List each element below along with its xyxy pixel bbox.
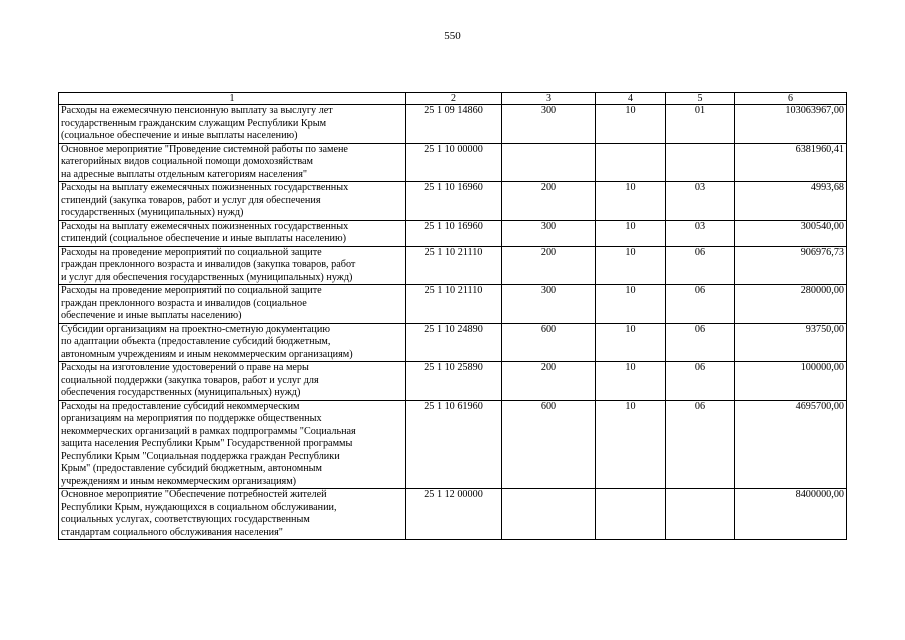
row-section: 10 [596,182,666,221]
row-target-code: 25 1 10 25890 [406,362,502,401]
row-subsection: 01 [666,105,735,144]
row-amount: 8400000,00 [735,489,847,540]
row-amount: 100000,00 [735,362,847,401]
row-subsection: 06 [666,246,735,285]
row-target-code: 25 1 10 21110 [406,246,502,285]
row-amount: 300540,00 [735,220,847,246]
row-description: Расходы на проведение мероприятий по социальной защите граждан преклонного возраста и инвалидов (закупка товаров, работ и услуг для обеспечения государственных (муниципальных) нужд) [59,246,406,285]
row-target-code: 25 1 10 16960 [406,182,502,221]
row-description: Расходы на проведение мероприятий по социальной защите граждан преклонного возраста и инвалидов (социальное обеспечение и иные выплаты населению) [59,285,406,324]
table-row [59,143,847,182]
row-section: 10 [596,246,666,285]
column-header-1: 1 [59,93,406,105]
row-description: Расходы на предоставление субсидий некоммерческим организациям на мероприятия по поддержке общественных некоммерческих организаций в рамках подпрограммы "Социальная защита населения Республики Крым" Государственной программы Республики Крым "Социальная поддержка граждан Республики Крым" (предоставление субсидий бюджетным, автономным учреждениям и иным некоммерческим организациям) [59,400,406,489]
table-row [59,182,847,221]
row-section: 10 [596,220,666,246]
table-row [59,400,847,489]
row-expense-type: 200 [502,362,596,401]
row-target-code: 25 1 10 21110 [406,285,502,324]
row-amount: 4695700,00 [735,400,847,489]
row-subsection: 06 [666,400,735,489]
row-target-code: 25 1 10 00000 [406,143,502,182]
row-expense-type: 300 [502,285,596,324]
row-description: Основное мероприятие "Обеспечение потребностей жителей Республики Крым, нуждающихся в социальном обслуживании, социальных услугах, соответствующих государственным стандартам социального обслуживания населения" [59,489,406,540]
row-target-code: 25 1 12 00000 [406,489,502,540]
column-header-3: 3 [502,93,596,105]
row-subsection: 06 [666,362,735,401]
row-expense-type: 200 [502,182,596,221]
table-row [59,285,847,324]
column-header-2: 2 [406,93,502,105]
row-expense-type: 600 [502,323,596,362]
row-expense-type: 600 [502,400,596,489]
row-amount: 906976,73 [735,246,847,285]
row-subsection: 03 [666,182,735,221]
row-expense-type: 200 [502,246,596,285]
row-target-code: 25 1 09 14860 [406,105,502,144]
table-row [59,220,847,246]
row-amount: 4993,68 [735,182,847,221]
row-expense-type: 300 [502,105,596,144]
row-description: Расходы на выплату ежемесячных пожизненных государственных стипендий (социальное обеспечение и иные выплаты населению) [59,220,406,246]
row-amount: 103063967,00 [735,105,847,144]
row-subsection: 03 [666,220,735,246]
row-description: Субсидии организациям на проектно-сметную документацию по адаптации объекта (предоставление субсидий бюджетным, автономным учреждениям и иным некоммерческим организациям) [59,323,406,362]
table-row [59,489,847,540]
row-target-code: 25 1 10 61960 [406,400,502,489]
budget-table [58,92,847,540]
row-description: Основное мероприятие "Проведение системной работы по замене категорийных видов социальной помощи домохозяйствам на адресные выплаты отдельным категориям населения" [59,143,406,182]
row-section: 10 [596,400,666,489]
column-header-6: 6 [735,93,847,105]
table-body [59,105,847,540]
row-subsection: 06 [666,323,735,362]
table-row [59,362,847,401]
row-expense-type [502,489,596,540]
table-header-row [59,93,847,105]
column-header-5: 5 [666,93,735,105]
row-subsection: 06 [666,285,735,324]
page-number: 550 [444,30,461,42]
row-amount: 280000,00 [735,285,847,324]
row-subsection [666,489,735,540]
row-expense-type [502,143,596,182]
table-row [59,105,847,144]
row-description: Расходы на ежемесячную пенсионную выплату за выслугу лет государственным гражданским служащим Республики Крым (социальное обеспечение и иные выплаты населению) [59,105,406,144]
column-header-4: 4 [596,93,666,105]
row-amount: 6381960,41 [735,143,847,182]
row-target-code: 25 1 10 24890 [406,323,502,362]
row-section [596,143,666,182]
row-section: 10 [596,105,666,144]
table-row [59,246,847,285]
row-expense-type: 300 [502,220,596,246]
row-subsection [666,143,735,182]
row-section: 10 [596,323,666,362]
row-target-code: 25 1 10 16960 [406,220,502,246]
row-description: Расходы на выплату ежемесячных пожизненных государственных стипендий (закупка товаров, работ и услуг для обеспечения государственных (муниципальных) нужд) [59,182,406,221]
row-amount: 93750,00 [735,323,847,362]
row-section [596,489,666,540]
row-section: 10 [596,285,666,324]
row-description: Расходы на изготовление удостоверений о праве на меры социальной поддержки (закупка товаров, работ и услуг для обеспечения государственных (муниципальных) нужд) [59,362,406,401]
table-row [59,323,847,362]
row-section: 10 [596,362,666,401]
